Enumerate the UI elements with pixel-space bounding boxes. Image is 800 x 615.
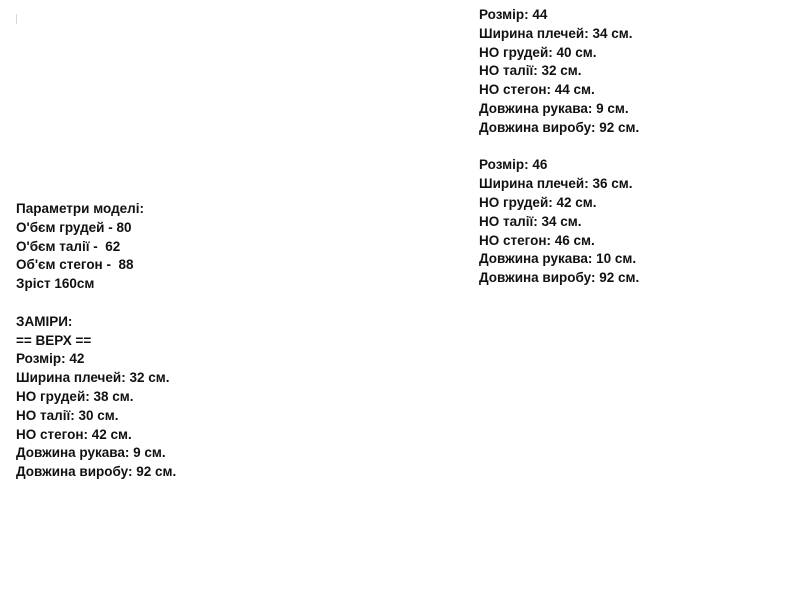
garment-length: Довжина виробу: 92 см.	[479, 270, 640, 286]
right-column	[479, 6, 639, 288]
chest-half: НО грудей: 38 см.	[16, 388, 134, 404]
section-top-label: == ВЕРХ ==	[16, 332, 92, 348]
model-params-block	[16, 200, 176, 294]
hips-half: НО стегон: 46 см.	[479, 232, 595, 248]
garment-length: Довжина виробу: 92 см.	[479, 119, 640, 135]
size-label: Розмір: 46	[479, 157, 548, 173]
waist-half: НО талії: 30 см.	[16, 407, 119, 423]
shoulder-width: Ширина плечей: 34 см.	[479, 25, 633, 41]
sleeve-length: Довжина рукава: 10 см.	[479, 251, 637, 267]
sleeve-length: Довжина рукава: 9 см.	[479, 100, 629, 116]
waist-half: НО талії: 34 см.	[479, 213, 582, 229]
spacer	[479, 138, 639, 157]
shoulder-width: Ширина плечей: 36 см.	[479, 176, 633, 192]
left-column	[16, 200, 176, 482]
shoulder-width: Ширина плечей: 32 см.	[16, 370, 170, 386]
model-height: Зріст 160см	[16, 276, 95, 292]
garment-length: Довжина виробу: 92 см.	[16, 464, 177, 480]
measurements-heading: ЗАМІРИ:	[16, 313, 73, 329]
hips-half: НО стегон: 42 см.	[16, 426, 132, 442]
size-label: Розмір: 42	[16, 351, 85, 367]
model-hips: Об'єм стегон - 88	[16, 257, 134, 273]
size-block-44	[479, 6, 639, 138]
size-label: Розмір: 44	[479, 7, 548, 22]
spacer	[16, 294, 176, 313]
sleeve-length: Довжина рукава: 9 см.	[16, 445, 166, 461]
chest-half: НО грудей: 40 см.	[479, 44, 597, 60]
waist-half: НО талії: 32 см.	[479, 63, 582, 79]
hips-half: НО стегон: 44 см.	[479, 82, 595, 98]
scan-mark	[16, 14, 17, 24]
size-block-46	[479, 156, 639, 288]
model-chest: О'бєм грудей - 80	[16, 219, 132, 235]
model-params-heading: Параметри моделі:	[16, 201, 144, 216]
model-waist: О'бєм талії - 62	[16, 238, 121, 254]
chest-half: НО грудей: 42 см.	[479, 194, 597, 210]
size-block-42	[16, 350, 176, 482]
